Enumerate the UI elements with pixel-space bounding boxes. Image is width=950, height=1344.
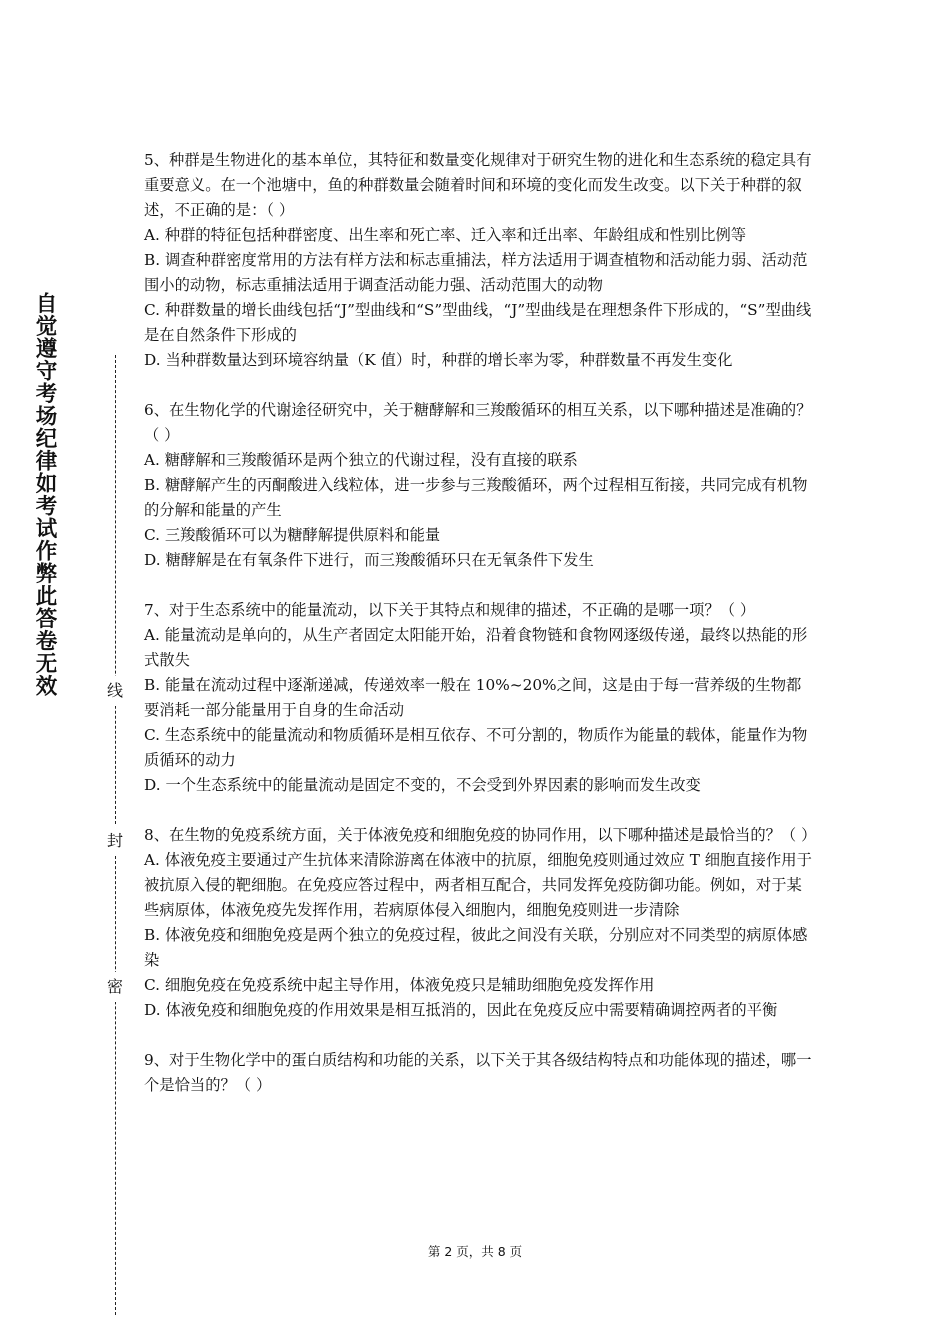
question-list <box>144 148 817 1123</box>
option-d: D. 糖酵解是在有氧条件下进行，而三羧酸循环只在无氧条件下发生 <box>144 551 594 569</box>
option-b: B. 糖酵解产生的丙酮酸进入线粒体，进一步参与三羧酸循环，两个过程相互衔接，共同完成有机物的分解和能量的产生 <box>144 476 808 519</box>
option-b: B. 体液免疫和细胞免疫是两个独立的免疫过程，彼此之间没有关联，分别应对不同类型的病原体感染 <box>144 926 808 969</box>
option-a: A. 体液免疫主要通过产生抗体来清除游离在体液中的抗原，细胞免疫则通过效应 T 细胞直接作用于被抗原入侵的靶细胞。在免疫应答过程中，两者相互配合，共同发挥免疫防御功能。例如，对于某些病原体，体液免疫先发挥作用，若病原体侵入细胞内，细胞免疫则进一步清除 <box>144 851 812 919</box>
binding-label-mi: 密 <box>103 972 127 1002</box>
question-stem: 9、对于生物化学中的蛋白质结构和功能的关系，以下关于其各级结构特点和功能体现的描述，哪一个是恰当的？（ ） <box>144 1051 812 1094</box>
option-d: D. 当种群数量达到环境容纳量（K 值）时，种群的增长率为零，种群数量不再发生变化 <box>144 351 733 369</box>
option-c: C. 种群数量的增长曲线包括“J”型曲线和“S”型曲线，“J”型曲线是在理想条件下形成的，“S”型曲线是在自然条件下形成的 <box>144 301 812 344</box>
question-stem: 7、对于生态系统中的能量流动，以下关于其特点和规律的描述，不正确的是哪一项？（ ） <box>144 601 756 619</box>
binding-label-feng: 封 <box>103 826 127 856</box>
question-6 <box>144 398 814 573</box>
question-7 <box>144 598 814 798</box>
option-d: D. 一个生态系统中的能量流动是固定不变的，不会受到外界因素的影响而发生改变 <box>144 776 701 794</box>
exam-discipline-notice: 自觉遵守考场纪律如考试作弊此答卷无效 <box>32 292 57 697</box>
option-a: A. 能量流动是单向的，从生产者固定太阳能开始，沿着食物链和食物网逐级传递，最终以热能的形式散失 <box>144 626 808 669</box>
option-c: C. 三羧酸循环可以为糖酵解提供原料和能量 <box>144 526 441 544</box>
question-8 <box>144 823 817 1023</box>
question-stem: 6、在生物化学的代谢途径研究中，关于糖酵解和三羧酸循环的相互关系，以下哪种描述是准确的？（ ） <box>144 401 812 444</box>
question-5 <box>144 148 814 373</box>
option-d: D. 体液免疫和细胞免疫的作用效果是相互抵消的，因此在免疫反应中需要精确调控两者的平衡 <box>144 1001 778 1019</box>
option-a: A. 糖酵解和三羧酸循环是两个独立的代谢过程，没有直接的联系 <box>144 451 578 469</box>
option-a: A. 种群的特征包括种群密度、出生率和死亡率、迁入率和迁出率、年龄组成和性别比例等 <box>144 226 747 244</box>
binding-label-xian: 线 <box>103 676 127 706</box>
option-c: C. 细胞免疫在免疫系统中起主导作用，体液免疫只是辅助细胞免疫发挥作用 <box>144 976 655 994</box>
question-9 <box>144 1048 814 1098</box>
question-stem: 5、种群是生物进化的基本单位，其特征和数量变化规律对于研究生物的进化和生态系统的稳定具有重要意义。在一个池塘中，鱼的种群数量会随着时间和环境的变化而发生改变。以下关于种群的叙述，不正确的是：（ ） <box>144 151 812 219</box>
question-stem: 8、在生物的免疫系统方面，关于体液免疫和细胞免疫的协同作用，以下哪种描述是最恰当的？（ ） <box>144 826 817 844</box>
option-b: B. 调查种群密度常用的方法有样方法和标志重捕法，样方法适用于调查植物和活动能力弱、活动范围小的动物，标志重捕法适用于调查活动能力强、活动范围大的动物 <box>144 251 808 294</box>
option-c: C. 生态系统中的能量流动和物质循环是相互依存、不可分割的，物质作为能量的载体，能量作为物质循环的动力 <box>144 726 808 769</box>
option-b: B. 能量在流动过程中逐渐递减，传递效率一般在 10%~20%之间，这是由于每一营养级的生物都要消耗一部分能量用于自身的生命活动 <box>144 676 802 719</box>
page-number: 第 2 页，共 8 页 <box>427 1244 523 1259</box>
